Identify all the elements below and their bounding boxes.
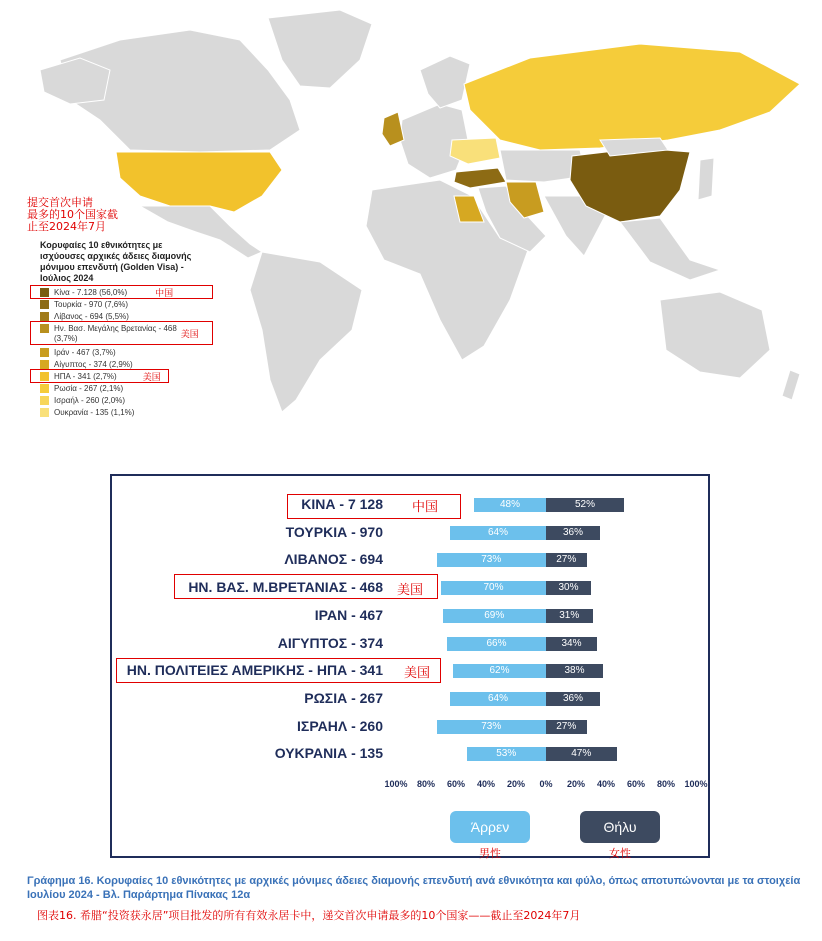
bar-female: 52% — [546, 498, 624, 512]
bar-female: 36% — [546, 692, 600, 706]
highlight-box-china-row — [287, 494, 461, 519]
bar-male: 53% — [467, 747, 547, 761]
map-legend-text: Ιράν - 467 (3,7%) — [54, 348, 116, 357]
map-legend-text: Κίνα - 7.128 (56,0%) — [54, 288, 128, 297]
bar-male: 64% — [450, 526, 546, 540]
southeast-asia-shape — [620, 218, 720, 280]
map-note-cn — [27, 197, 118, 233]
category-label: ΙΡΑΝ - 467 — [314, 606, 383, 623]
legend-swatch — [40, 348, 49, 357]
map-legend-title-line: Ιούλιος 2024 — [40, 273, 94, 283]
bar-male: 69% — [443, 609, 547, 623]
category-label: ΚΙΝΑ - 7 128 — [301, 496, 383, 512]
bar-female: 27% — [546, 720, 587, 734]
map-note-cn-line: 最多的10个国家截 — [27, 208, 118, 221]
x-tick-label: 0% — [539, 779, 553, 789]
x-tick-label: 100% — [684, 779, 708, 789]
map-legend-note: 美国 — [142, 373, 161, 383]
highlight-box-uk-row — [174, 574, 438, 599]
map-legend-text: (3,7%) — [54, 334, 78, 343]
turkey-shape — [454, 168, 506, 188]
map-legend-item — [40, 395, 125, 406]
category-note: 中国 — [412, 500, 439, 515]
map-legend-text: Ρωσία - 267 (2,1%) — [54, 384, 124, 393]
usa-shape — [116, 152, 282, 212]
greenland-shape — [268, 10, 372, 88]
legend-male-note: 男性 — [479, 847, 501, 860]
map-legend-text: Ην. Βασ. Μεγάλης Βρετανίας - 468 — [54, 324, 177, 333]
map-legend-text: Ισραήλ - 260 (2,0%) — [54, 396, 126, 405]
x-tick-label: 100% — [384, 779, 408, 789]
category-label: ΡΩΣΙΑ - 267 — [304, 689, 383, 706]
category-label: ΛΙΒΑΝΟΣ - 694 — [284, 551, 383, 568]
legend-swatch — [40, 312, 49, 321]
figure-caption-cn: 图表16. 希腊“投资获永居”项目批发的所有有效永居卡中，递交首次申请最多的10个国家——截止至2024年7月 — [37, 909, 581, 922]
map-legend-title — [40, 240, 191, 284]
x-tick-label: 80% — [416, 779, 436, 789]
bar-female: 38% — [546, 664, 603, 678]
bar-female: 34% — [546, 637, 597, 651]
x-tick-label: 20% — [506, 779, 526, 789]
category-label: ΑΙΓΥΠΤΟΣ - 374 — [277, 634, 383, 651]
bar-male: 62% — [453, 664, 546, 678]
x-tick-label: 60% — [626, 779, 646, 789]
legend-swatch — [40, 384, 49, 393]
category-label: ΤΟΥΡΚΙΑ - 970 — [285, 523, 383, 540]
bar-female: 36% — [546, 526, 600, 540]
bar-male: 48% — [474, 498, 546, 512]
category-note: 美国 — [397, 583, 424, 599]
map-legend-text: Ουκρανία - 135 (1,1%) — [54, 408, 135, 417]
uk-shape — [382, 112, 404, 146]
legend-female-button[interactable]: Θήλυ — [580, 811, 660, 843]
map-legend-text: Τουρκία - 970 (7,6%) — [54, 300, 129, 309]
map-legend-item — [40, 299, 128, 310]
map-legend-title-line: ισχύουσες αρχικές άδειες διαμονής — [40, 251, 192, 261]
map-legend-title-line: μόνιμου επενδυτή (Golden Visa) - — [40, 262, 184, 272]
bar-male: 70% — [441, 581, 546, 595]
map-legend-text: ΗΠΑ - 341 (2,7%) — [54, 372, 117, 381]
map-legend-item — [40, 407, 134, 418]
legend-swatch — [40, 360, 49, 369]
map-note-cn-line: 止至2024年7月 — [27, 220, 106, 233]
highlight-box-china — [30, 285, 213, 299]
x-tick-label: 80% — [656, 779, 676, 789]
south-america-shape — [250, 252, 362, 412]
bar-male: 73% — [437, 553, 547, 567]
highlight-box-uk — [30, 321, 213, 345]
map-legend-title-line: Κορυφαίες 10 εθνικότητες με — [40, 240, 163, 250]
new-zealand-shape — [782, 370, 800, 400]
bar-male: 66% — [447, 637, 546, 651]
legend-female-note: 女性 — [609, 847, 631, 860]
map-legend-item — [40, 383, 123, 394]
bar-female: 47% — [546, 747, 617, 761]
legend-male-button[interactable]: Άρρεν — [450, 811, 530, 843]
category-label: ΗΝ. ΒΑΣ. Μ.ΒΡΕΤΑΝΙΑΣ - 468 — [188, 579, 383, 596]
category-label: ΗΝ. ΠΟΛΙΤΕΙΕΣ ΑΜΕΡΙΚΗΣ - ΗΠΑ - 341 — [126, 662, 383, 679]
x-tick-label: 40% — [476, 779, 496, 789]
russia-shape — [464, 44, 800, 150]
figure-caption: Γράφημα 16. Κορυφαίες 10 εθνικότητες με αρχικές μόνιμες άδειες διαμονής επενδυτή ανά εθνικότητα και φύλο, όπως αποτυπώνονται με τα στοιχεία Ιουλίου 2024 - Βλ. Παράρτημα Πίνακας 12α — [27, 875, 801, 901]
bar-female: 30% — [546, 581, 591, 595]
x-tick-label: 20% — [566, 779, 586, 789]
bar-male: 73% — [437, 720, 547, 734]
category-note: 美国 — [404, 666, 431, 682]
map-note-cn-line: 提交首次申请 — [27, 196, 93, 209]
x-tick-label: 40% — [596, 779, 616, 789]
map-legend-text: Λίβανος - 694 (5,5%) — [54, 312, 129, 321]
bar-male: 64% — [450, 692, 546, 706]
bar-female: 31% — [546, 609, 593, 623]
map-legend-note: 美国 — [180, 330, 199, 340]
map-legend-text: Αίγυπτος - 374 (2,9%) — [54, 360, 133, 369]
x-tick-label: 60% — [446, 779, 466, 789]
category-label: ΟΥΚΡΑΝΙΑ - 135 — [274, 745, 383, 762]
category-label: ΙΣΡΑΗΛ - 260 — [297, 717, 383, 734]
legend-swatch — [40, 396, 49, 405]
map-legend-item — [40, 347, 116, 358]
legend-swatch — [40, 408, 49, 417]
map-legend-note: 中国 — [155, 289, 174, 299]
australia-shape — [660, 292, 770, 378]
highlight-box-usa — [30, 369, 169, 383]
legend-swatch — [40, 300, 49, 309]
scandinavia-shape — [420, 56, 470, 108]
highlight-box-usa-row — [116, 658, 441, 683]
bar-female: 27% — [546, 553, 587, 567]
japan-shape — [698, 158, 714, 200]
